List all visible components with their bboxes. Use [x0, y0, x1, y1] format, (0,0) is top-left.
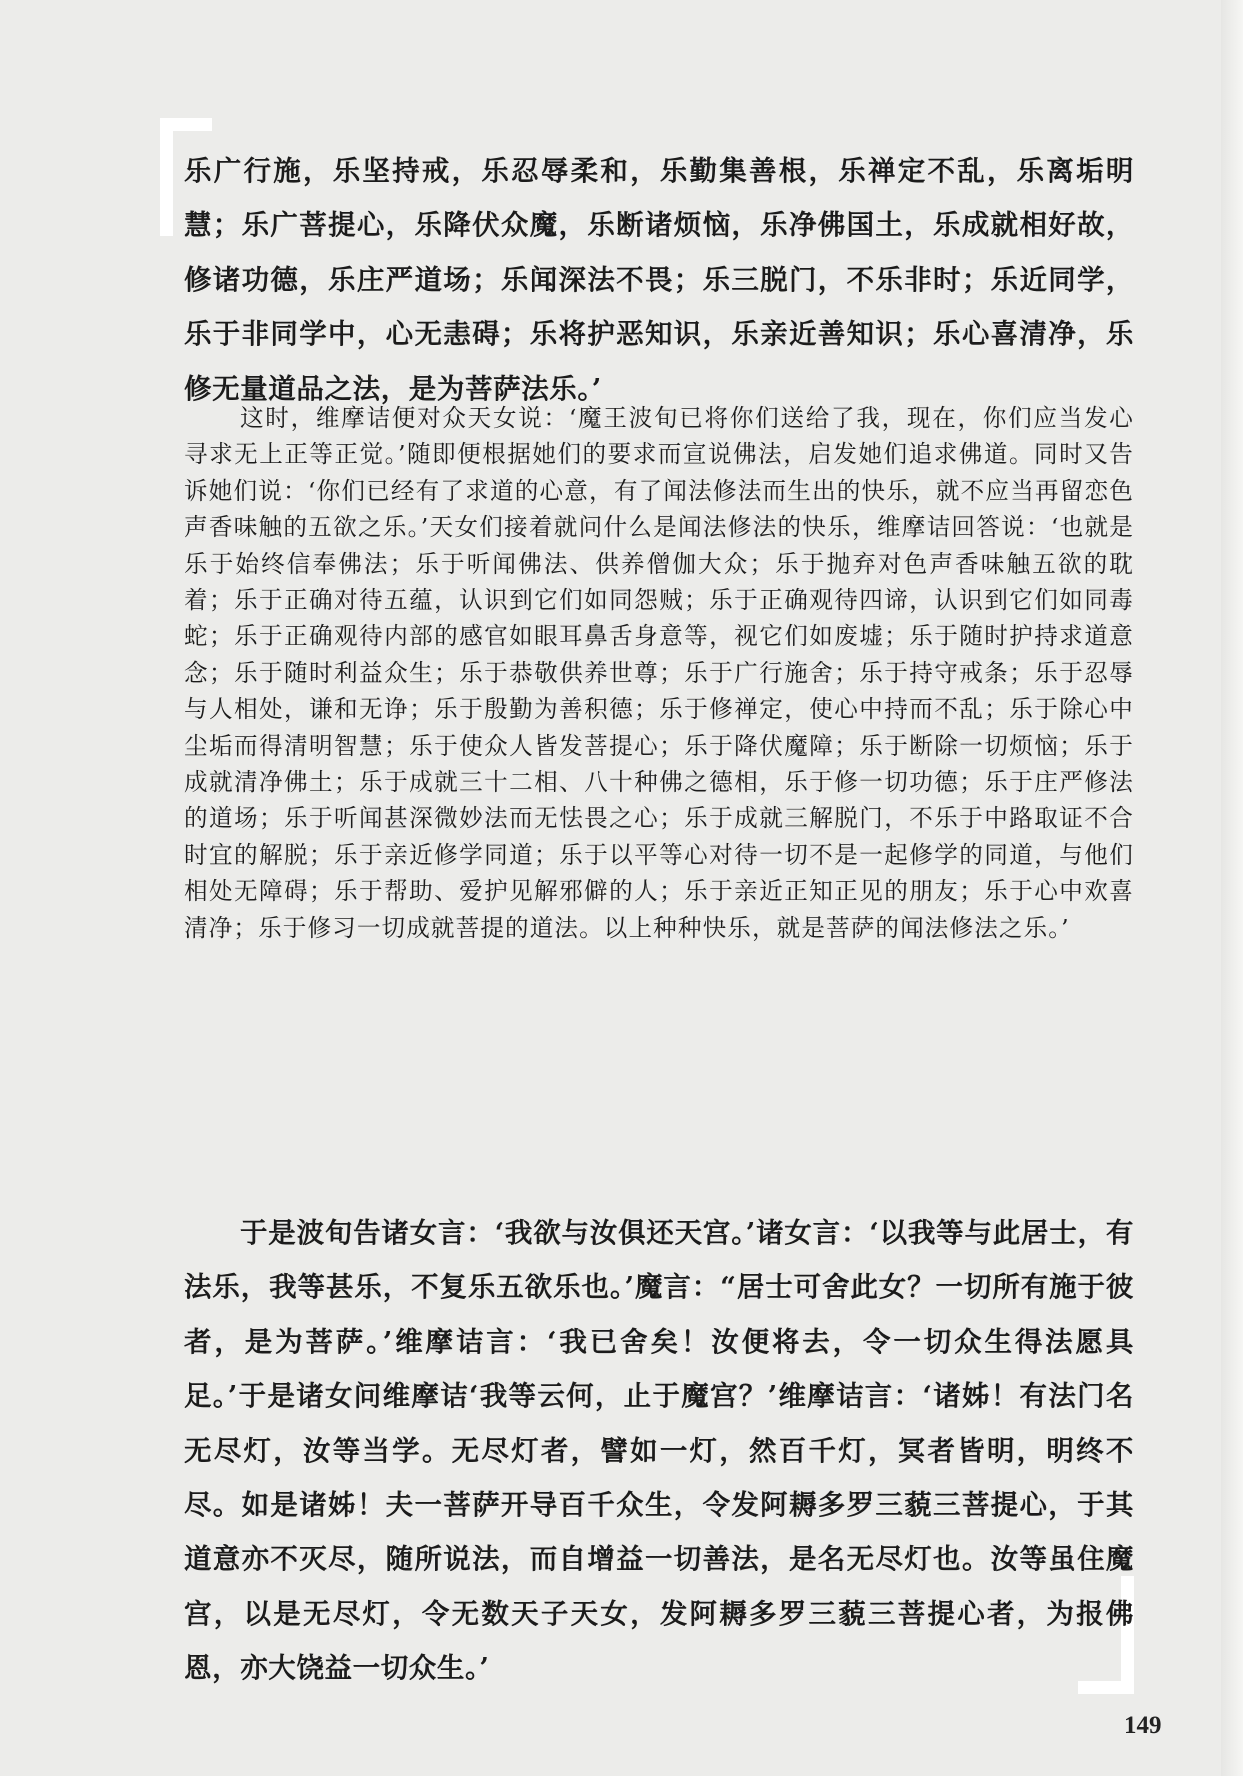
translation-passage [184, 400, 1134, 946]
scripture-paragraph: 乐广行施，乐坚持戒，乐忍辱柔和，乐勤集善根，乐禅定不乱，乐离垢明慧；乐广菩提心，乐降伏众魔，乐断诸烦恼，乐净佛国土，乐成就相好故，修诸功德，乐庄严道场；乐闻深法不畏；乐三脱门，不乐非时；乐近同学，乐于非同学中，心无恚碍；乐将护恶知识，乐亲近善知识；乐心喜清净，乐修无量道品之法，是为菩萨法乐。’ [184, 155, 1134, 405]
page-number: 149 [1124, 1712, 1162, 1739]
scripture-passage-bottom [184, 1206, 1134, 1696]
page-edge [1221, 0, 1243, 1776]
scripture-paragraph: 于是波旬告诸女言：‘我欲与汝俱还天宫。’诸女言：‘以我等与此居士，有法乐，我等甚乐，不复乐五欲乐也。’魔言：“居士可舍此女？一切所有施于彼者，是为菩萨。’维摩诘言：‘我已舍矣！汝便将去，令一切众生得法愿具足。’于是诸女问维摩诘‘我等云何，止于魔宫？’维摩诘言：‘诸姊！有法门名无尽灯，汝等当学。无尽灯者，譬如一灯，然百千灯，冥者皆明，明终不尽。如是诸姊！夫一菩萨开导百千众生，令发阿耨多罗三藐三菩提心，于其道意亦不灭尽，随所说法，而自增益一切善法，是名无尽灯也。汝等虽住魔宫，以是无尽灯，令无数天子天女，发阿耨多罗三藐三菩提心者，为报佛恩，亦大饶益一切众生。’ [184, 1217, 1134, 1685]
scripture-passage-top [184, 144, 1134, 416]
translation-paragraph: 这时，维摩诘便对众天女说：‘魔王波旬已将你们送给了我，现在，你们应当发心寻求无上正等正觉。’随即便根据她们的要求而宣说佛法，启发她们追求佛道。同时又告诉她们说：‘你们已经有了求道的心意，有了闻法修法而生出的快乐，就不应当再留恋色声香味触的五欲之乐。’天女们接着就问什么是闻法修法的快乐，维摩诘回答说：‘也就是乐于始终信奉佛法；乐于听闻佛法、供养僧伽大众；乐于抛弃对色声香味触五欲的耽着；乐于正确对待五蕴，认识到它们如同怨贼；乐于正确观待四谛，认识到它们如同毒蛇；乐于正确观待内部的感官如眼耳鼻舌身意等，视它们如废墟；乐于随时护持求道意念；乐于随时利益众生；乐于恭敬供养世尊；乐于广行施舍；乐于持守戒条；乐于忍辱与人相处，谦和无诤；乐于殷勤为善积德；乐于修禅定，使心中持而不乱；乐于除心中尘垢而得清明智慧；乐于使众人皆发菩提心；乐于降伏魔障；乐于断除一切烦恼；乐于成就清净佛土；乐于成就三十二相、八十种佛之德相，乐于修一切功德；乐于庄严修法的道场；乐于听闻甚深微妙法而无怯畏之心；乐于成就三解脱门，不乐于中路取证不合时宜的解脱；乐于亲近修学同道；乐于以平等心对待一切不是一起修学的同道，与他们相处无障碍；乐于帮助、爱护见解邪僻的人；乐于亲近正知正见的朋友；乐于心中欢喜清净；乐于修习一切成就菩提的道法。以上种种快乐，就是菩萨的闻法修法之乐。’ [184, 404, 1134, 942]
